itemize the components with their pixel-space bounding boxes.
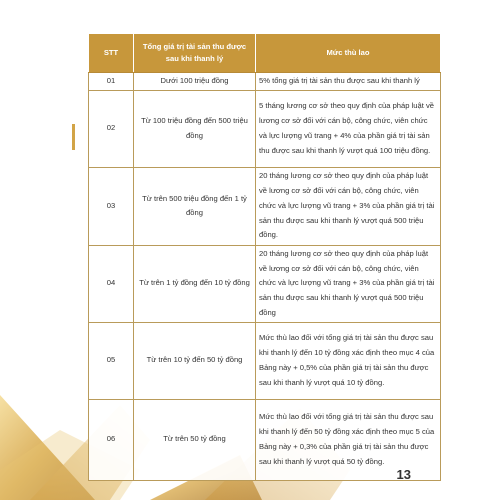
row-fee: Mức thù lao đối với tổng giá trị tài sản thu được sau khi thanh lý đến 50 tỷ đồng xác định theo mục 5 của Bảng này + 0,3% của phần giá trị tài sản thu được sau khi thanh lý vượt quá 50 tỷ đồng. <box>256 399 441 480</box>
row-stt: 03 <box>89 167 134 245</box>
row-stt: 02 <box>89 90 134 167</box>
row-asset-value: Từ trên 500 triệu đồng đến 1 tỷ đồng <box>134 167 256 245</box>
table-row <box>89 73 441 91</box>
row-asset-value: Từ 100 triệu đồng đến 500 triệu đồng <box>134 90 256 167</box>
fee-table <box>88 33 441 481</box>
row-stt: 05 <box>89 322 134 399</box>
row-asset-value: Dưới 100 triệu đồng <box>134 73 256 91</box>
header-fee: Mức thù lao <box>256 34 441 73</box>
table-row <box>89 245 441 322</box>
table-row <box>89 167 441 245</box>
table-row <box>89 322 441 399</box>
header-stt: STT <box>89 34 134 73</box>
table-row <box>89 399 441 480</box>
row-fee: 20 tháng lương cơ sở theo quy định của pháp luật về lương cơ sở đối với cán bộ, công chức, viên chức và lực lượng vũ trang + 3% của phần giá trị tài sản thu được sau khi thanh lý vượt quá 500 triệu đồng <box>256 245 441 322</box>
page-number: 13 <box>396 467 411 482</box>
row-stt: 06 <box>89 399 134 480</box>
gold-margin-tick <box>72 124 75 150</box>
row-stt: 04 <box>89 245 134 322</box>
row-fee: Mức thù lao đối với tổng giá trị tài sản thu được sau khi thanh lý đến 10 tỷ đồng xác định theo mục 4 của Bảng này + 0,5% của phần giá trị tài sản thu được sau khi thanh lý vượt quá 10 tỷ đồng. <box>256 322 441 399</box>
row-stt: 01 <box>89 73 134 91</box>
table-header-row <box>89 34 441 73</box>
row-fee: 20 tháng lương cơ sở theo quy định của pháp luật về lương cơ sở đối với cán bộ, công chức, viên chức và lực lượng vũ trang + 3% của phần giá trị tài sản thu được sau khi thanh lý vượt quá 500 triệu đồng. <box>256 167 441 245</box>
row-asset-value: Từ trên 50 tỷ đồng <box>134 399 256 480</box>
row-asset-value: Từ trên 1 tỷ đồng đến 10 tỷ đồng <box>134 245 256 322</box>
row-asset-value: Từ trên 10 tỷ đến 50 tỷ đồng <box>134 322 256 399</box>
row-fee: 5% tổng giá trị tài sản thu được sau khi thanh lý <box>256 73 441 91</box>
header-asset-value: Tổng giá trị tài sản thu được sau khi thanh lý <box>134 34 256 73</box>
table-row <box>89 90 441 167</box>
row-fee: 5 tháng lương cơ sở theo quy định của pháp luật về lương cơ sở đối với cán bộ, công chức, viên chức và lực lượng vũ trang + 4% của phần giá trị tài sản thu được sau khi thanh lý vượt quá 100 triệu đồng. <box>256 90 441 167</box>
